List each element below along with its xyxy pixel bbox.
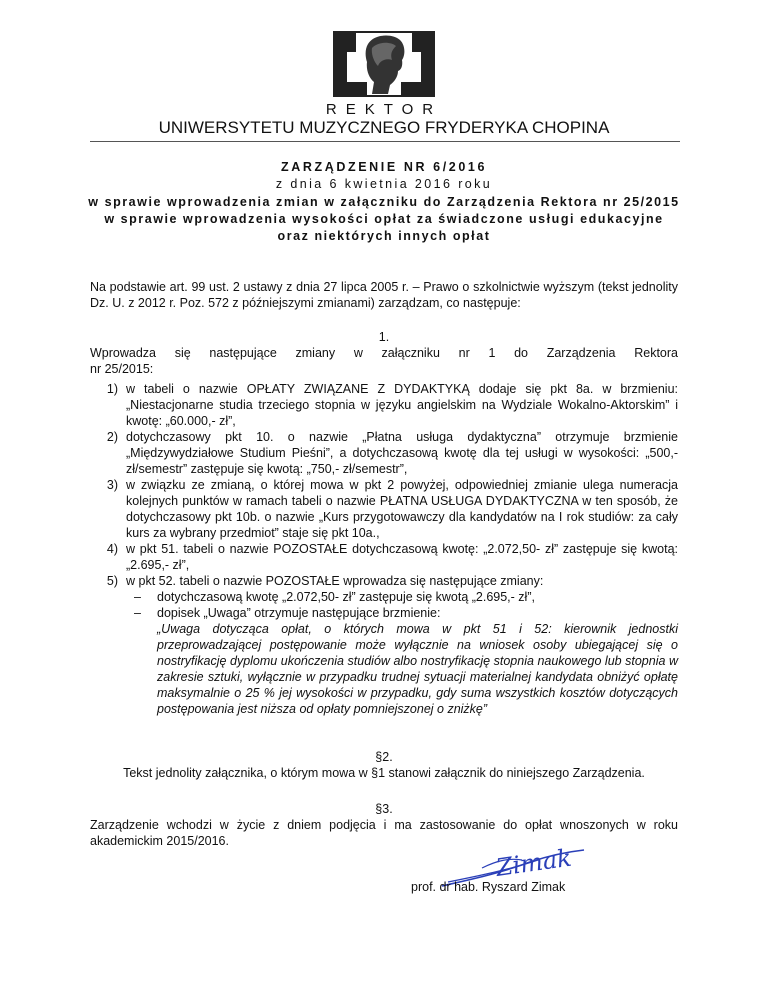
dash-text: dopisek „Uwaga” otrzymuje następujące brzmienie:: [157, 606, 441, 620]
list-item: [90, 541, 678, 573]
rektor-heading: REKTOR: [325, 101, 443, 118]
dash-marker: –: [134, 590, 141, 604]
dash-marker: –: [134, 606, 141, 620]
word: Zarządzenia: [546, 346, 616, 360]
intro-paragraph: Na podstawie art. 99 ust. 2 ustawy z dnia 27 lipca 2005 r. – Prawo o szkolnictwie wyższym (tekst jednolity Dz. U. z 2012 r. Poz. 572 z późniejszymi zmianami) zarządzam, co następuje:: [90, 280, 678, 310]
item-number: 4): [106, 542, 118, 556]
item-text: w związku ze zmianą, o której mowa w pkt 2 powyżej, odpowiedniej zmianie ulega numeracja kolejnych punktów w ramach tabeli o nazwie PŁATNA USŁUGA DYDAKTYCZNA w ten sposób, że dotychczasowy pkt 10b. o nazwie „Kurs przygotowawczy dla kandydatów na I rok studiów: za cały kurs za wybrany przedmiot” staje się pkt 10a.,: [126, 478, 678, 540]
signer-name: prof. dr hab. Ryszard Zimak: [411, 880, 566, 894]
dash-text: dotychczasową kwotę „2.072,50- zł” zastępuje się kwotą „2.695,- zł”,: [157, 590, 535, 604]
item-text: w pkt 52. tabeli o nazwie POZOSTAŁE wprowadza się następujące zmiany:: [126, 574, 544, 588]
section-2-heading: §2.: [375, 750, 393, 764]
section-2-text: Tekst jednolity załącznika, o którym mowa w §1 stanowi załącznik do niniejszego Zarządzenia.: [123, 766, 645, 780]
item-number: 2): [106, 430, 118, 444]
item-number: 5): [106, 574, 118, 588]
university-logo: [332, 30, 436, 98]
item-number: 3): [106, 478, 118, 492]
word: 1: [488, 346, 496, 360]
order-number: ZARZĄDZENIE NR 6/2016: [280, 160, 488, 174]
section-1-intro: [90, 345, 678, 377]
amendments-list: [90, 381, 678, 717]
list-item: [90, 573, 678, 589]
word: Rektora: [634, 346, 678, 360]
section-3-heading: §3.: [375, 802, 393, 816]
item-text: w tabeli o nazwie OPŁATY ZWIĄZANE Z DYDAKTYKĄ dodaje się pkt 8a. w brzmieniu: „Niestacjonarne studia trzeciego stopnia w języku angielskim na Wydziale Wokalno-Aktorskim” i kwotę: „60.000,- zł”,: [126, 382, 678, 428]
order-subject: w sprawie wprowadzenia zmian w załączniku do Zarządzenia Rektora nr 25/2015 w sprawie wprowadzenia wysokości opłat za świadczone usługi edukacyjne oraz niektórych innych opłat: [88, 195, 680, 243]
word: w: [353, 346, 363, 360]
dash-item: [90, 589, 678, 605]
university-name: UNIWERSYTETU MUZYCZNEGO FRYDERYKA CHOPINA: [158, 118, 610, 137]
section-3-text: Zarządzenie wchodzi w życie z dniem podjęcia i ma zastosowanie do opłat wnoszonych w roku akademickim 2015/2016.: [90, 818, 678, 848]
word: następujące: [209, 346, 277, 360]
note-quote: „Uwaga dotycząca opłat, o których mowa w pkt 51 i 52: kierownik jednostki przeprowadzającej postępowanie może wyłącznie na wniosek osoby ubiegającej się o nostryfikację dyplomu ukończenia studiów albo nostryfikację stopnia naukowego lub stopnia w zakresie sztuki, wyłącznie w przypadku trudnej sytuacji materialnej kandydata obniżyć opłatę maksymalnie o 25 % jej wysokości w przypadku, gdy suma wszystkich kosztów dotyczących postępowania jest niższa od opłaty pomniejszonej o zniżkę”: [157, 622, 678, 716]
item-text: dotychczasowy pkt 10. o nazwie „Płatna usługa dydaktyczna” otrzymuje brzmienie „Międzywydziałowe Studium Pieśni”, a dotychczasową kwotę dla tej usługi w wysokości: „500,- zł/semestr” zastępuje się kwotą: „750,- zł/semestr”,: [126, 430, 678, 476]
section-1-intro-line2: nr 25/2015:: [90, 362, 154, 376]
word: załączniku: [381, 346, 440, 360]
header-divider: [90, 141, 680, 142]
item-text: w pkt 51. tabeli o nazwie POZOSTAŁE dotychczasową kwotę: „2.072,50- zł” zastępuje się kwotą: „2.695,- zł”,: [126, 542, 678, 572]
list-item: [90, 477, 678, 541]
word: nr: [458, 346, 470, 360]
list-item: [90, 381, 678, 429]
section-1-intro-line1: [90, 345, 678, 361]
word: do: [514, 346, 529, 360]
word: zmiany: [295, 346, 336, 360]
item-number: 1): [106, 382, 118, 396]
dash-item: [90, 605, 678, 621]
word: Wprowadza: [90, 346, 156, 360]
list-item: [90, 429, 678, 477]
signature-lettering: Zimak: [494, 843, 574, 882]
word: się: [174, 346, 191, 360]
order-date: z dnia 6 kwietnia 2016 roku: [275, 177, 493, 191]
section-1-heading: 1.: [378, 330, 390, 344]
